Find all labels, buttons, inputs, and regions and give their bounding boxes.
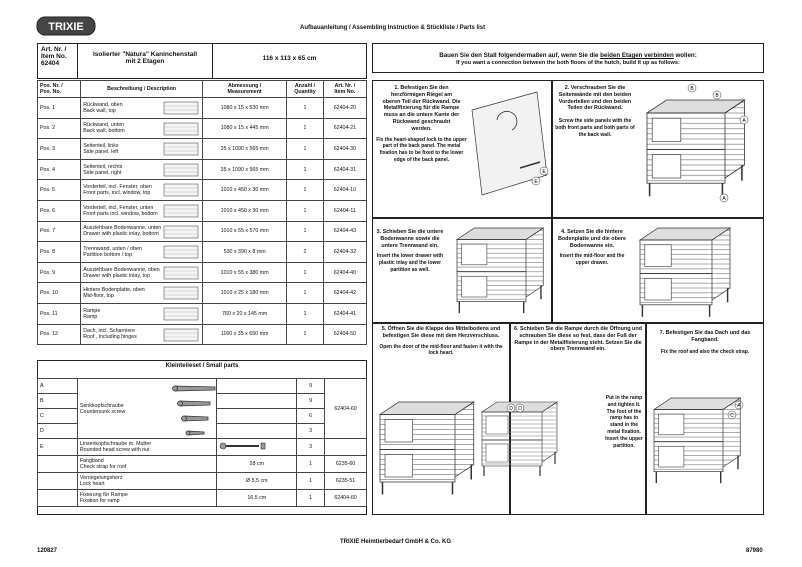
parts-row [38, 98, 367, 119]
sp-letter-c: C [38, 409, 78, 424]
part-art: 62404-40 [323, 262, 366, 283]
parts-row [38, 180, 367, 201]
screw-art: 62404-60 [325, 379, 367, 439]
bolt-icon [219, 441, 269, 451]
step-6-text: 6. Schieben Sie die Rampe durch die Öffnung und schrauben Sie diese so fest, dass der Fuß der Rampe in der Metallfixierung steht. Setzen Sie die obere Trennwand ein. [514, 326, 642, 353]
th-art: Art. Nr. / Item No. [323, 81, 366, 98]
part-desc: Trennwand, unten / oben Partition bottom / top [81, 242, 203, 263]
parts-row [38, 118, 367, 139]
step-5-text: 5. Öffnen Sie die Klappe des Mittelbodens und befestigen Sie diese mit dem Herzverschluss. Open the door of the mid-floor and fasten it with the lock heart. [379, 326, 503, 357]
step-3-illustration [457, 228, 543, 313]
part-qty: 1 [287, 303, 324, 324]
step-1-text: 1. Befestigen Sie den herzförmigen Riegel am oberen Teil der Rückwand. Die Metallfixierung für die Rampe muss an die untere Kante der Rückwand geschraubt werden. Fix the heart-shaped lock to the upper part of the back panel. The metal fixation has to be fixed to the lower edge of the back panel. [376, 85, 467, 163]
page-title: Aufbauanleitung / Assembling Instruction & Stückliste / Parts list [300, 25, 486, 31]
part-thumbnail [162, 224, 200, 240]
part-dim: 35 x 1090 x 565 mm [203, 139, 287, 160]
part-pos: Pos. 4 [38, 159, 81, 180]
part-pos: Pos. 3 [38, 139, 81, 160]
article-nr-label-de: Art. Nr. / [41, 46, 67, 53]
parts-table [37, 80, 367, 345]
part-art: 62404-41 [323, 303, 366, 324]
parts-row [38, 283, 367, 304]
part-dim: 530 x 390 x 8 mm [203, 242, 287, 263]
part-qty: 1 [287, 139, 324, 160]
part-qty: 1 [287, 283, 324, 304]
part-dim: 1010 x 450 x 30 mm [203, 180, 287, 201]
screw-icons [170, 381, 220, 437]
part-art: 62404-30 [323, 139, 366, 160]
parts-row [38, 242, 367, 263]
part-art: 62404-21 [323, 118, 366, 139]
parts-row [38, 324, 367, 345]
intro-de: Bauen Sie den Stall folgendermaßen auf, wenn Sie die beiden Etagen verbinden wollen: [439, 52, 697, 59]
small-parts-title: Kleinteileset / Small parts [165, 363, 239, 369]
part-desc: Seitenteil, links Side panel, left [81, 139, 203, 160]
part-art: 62404-10 [323, 180, 366, 201]
part-thumbnail [162, 244, 200, 260]
part-dim: 1010 x 55 x 380 mm [203, 262, 287, 283]
part-dim: 1010 x 450 x 30 mm [203, 200, 287, 221]
parts-row [38, 159, 367, 180]
brand-name: TRIXIE [48, 21, 84, 33]
part-thumbnail [162, 203, 200, 219]
svg-text:A: A [722, 196, 726, 202]
part-pos: Pos. 5 [38, 180, 81, 201]
svg-text:B: B [690, 86, 694, 92]
part-thumbnail [162, 285, 200, 301]
part-desc: Ausziehbare Bodenwanne, unten Drawer with plastic inlay, bottom [81, 221, 203, 242]
extra-art: 6235-51 [325, 473, 367, 490]
part-thumbnail [162, 100, 200, 116]
part-art: 62404-32 [323, 242, 366, 263]
sp-qty-c: 6 [297, 409, 325, 424]
part-art: 62404-50 [323, 324, 366, 345]
part-dim: 1080 x 15 x 445 mm [203, 118, 287, 139]
step-4-text: 4. Setzen Sie die hintere Bodenplatte und die obere Bodenwanne ein. Insert the mid-floor and the upper drawer. [558, 229, 626, 267]
article-dims: 116 x 113 x 65 cm [262, 55, 317, 62]
trixie-logo [36, 16, 96, 36]
step-2-illustration [647, 100, 745, 196]
part-qty: 2 [287, 242, 324, 263]
part-pos: Pos. 10 [38, 283, 81, 304]
part-qty: 1 [287, 200, 324, 221]
sp-qty-a: 9 [297, 379, 325, 394]
parts-row [38, 262, 367, 283]
part-desc: Rampe Ramp [81, 303, 203, 324]
part-thumbnail [162, 162, 200, 178]
small-part-row [38, 456, 367, 473]
part-dim: 1160 x 35 x 650 mm [203, 324, 287, 345]
step-6-text-en: Put in the ramp and tighten it. The foot of the ramp has to stand in the metal fixation. Insert the upper partition. [605, 395, 643, 449]
sp-qty-d: 3 [297, 424, 325, 439]
screw-desc: Senkkopfschraube Countersunk screw [77, 379, 217, 439]
sp-letter-a: A [38, 379, 78, 394]
article-box [37, 43, 367, 79]
step-4-illustration [640, 228, 730, 317]
step-2-text: 2. Verschrauben Sie die Seitenwände mit den beiden Vorderteilen und den beiden Teilen der Rückwand. Screw the side panels with the both front parts and both parts of the back wall. [555, 85, 635, 138]
article-nr-label-en: Item No. [41, 53, 67, 60]
part-desc: Dach, incl. Scharniere Roof , including hinges [81, 324, 203, 345]
article-name-1: Isolierter "Natura" Kaninchenstall [92, 51, 198, 58]
part-desc: Rückwand, unten Back wall, bottom [81, 118, 203, 139]
parts-row [38, 221, 367, 242]
part-art: 62404-42 [323, 283, 366, 304]
extra-qty: 1 [297, 473, 325, 490]
extra-qty: 1 [297, 490, 325, 507]
sp-letter-d: D [38, 424, 78, 439]
part-qty: 1 [287, 221, 324, 242]
extra-dim: 16,5 cm [217, 490, 297, 507]
part-dim: 1080 x 15 x 530 mm [203, 98, 287, 119]
extra-desc: Fangband Check strap for roof [77, 456, 217, 473]
part-qty: 1 [287, 324, 324, 345]
part-qty: 1 [287, 98, 324, 119]
part-desc: Hintere Bodenplatte, oben Mid-floor, top [81, 283, 203, 304]
svg-text:E: E [534, 179, 538, 185]
part-thumbnail [162, 327, 200, 343]
part-desc: Rückwand, oben Back wall, top [81, 98, 203, 119]
part-art: 62404-31 [323, 159, 366, 180]
part-thumbnail [162, 182, 200, 198]
extra-dim: Ø 5,5 cm [217, 473, 297, 490]
th-desc: Beschreibung / Description [81, 81, 203, 98]
th-qty: Anzahl / Quantity [287, 81, 324, 98]
extra-art: 6235-60 [325, 456, 367, 473]
th-dim: Abmessung / Measurement [203, 81, 287, 98]
intro-en: If you want a connection between the both floors of the hutch, build it up as follows: [456, 60, 680, 66]
svg-text:B: B [715, 93, 719, 99]
step-5-illustration [380, 402, 474, 495]
part-qty: 1 [287, 262, 324, 283]
part-desc: Ausziehbare Bodenwanne, oben Drawer with plastic inlay, top [81, 262, 203, 283]
part-pos: Pos. 8 [38, 242, 81, 263]
part-desc: Seitenteil, rechts Side panel, right [81, 159, 203, 180]
sp-letter-b: B [38, 394, 78, 409]
footer-left: 120827 [37, 548, 58, 554]
small-part-row [38, 473, 367, 490]
extra-qty: 1 [297, 456, 325, 473]
part-qty: 1 [287, 118, 324, 139]
svg-text:A: A [742, 118, 746, 124]
part-art: 62404-20 [323, 98, 366, 119]
extra-desc: Fixierung für Rampe Fixation for ramp [77, 490, 217, 507]
part-pos: Pos. 12 [38, 324, 81, 345]
article-nr-value: 62404 [41, 60, 60, 67]
part-qty: 1 [287, 159, 324, 180]
svg-text:E: E [542, 169, 546, 175]
part-pos: Pos. 7 [38, 221, 81, 242]
parts-row [38, 139, 367, 160]
step-1-illustration [472, 92, 548, 195]
part-pos: Pos. 11 [38, 303, 81, 324]
part-desc: Vorderteil, incl. Fenster, oben Front parts, incl. window, top [81, 180, 203, 201]
part-desc: Vorderteil, incl. Fenster, unten Front parts incl. window, bottom [81, 200, 203, 221]
step-7-text: 7. Befestigen Sie das Dach und das Fangband. Fix the roof and also the check strap. [659, 330, 751, 355]
th-pos: Pos. Nr. / Pos. No. [38, 81, 81, 98]
article-name-2: mit 2 Etagen [125, 58, 165, 65]
extra-dim: 28 cm [217, 456, 297, 473]
part-thumbnail [162, 141, 200, 157]
parts-row [38, 303, 367, 324]
step-7-illustration [654, 398, 740, 483]
step-3-text: 3. Schieben Sie die untere Bodenwanne sowie die untere Trennwand ein. Insert the lower drawer with plastic inlay and the lower partition as well. [376, 229, 444, 273]
part-thumbnail [162, 121, 200, 137]
extra-desc: Verriegelungsherz Lock heart [77, 473, 217, 490]
sp-letter-e: E [38, 439, 78, 456]
part-pos: Pos. 6 [38, 200, 81, 221]
part-pos: Pos. 1 [38, 98, 81, 119]
extra-art: 62404-60 [325, 490, 367, 507]
part-pos: Pos. 2 [38, 118, 81, 139]
sp-e-desc: Linsenkopfschraube m. Mutter Rounded head screw with nut [77, 439, 217, 456]
small-parts-table [37, 378, 367, 507]
svg-text:D: D [509, 406, 513, 412]
sp-qty-e: 3 [297, 439, 325, 456]
parts-row [38, 200, 367, 221]
small-part-row [38, 490, 367, 507]
part-dim: 35 x 1090 x 565 mm [203, 159, 287, 180]
part-thumbnail [162, 306, 200, 322]
part-pos: Pos. 9 [38, 262, 81, 283]
sp-qty-b: 9 [297, 394, 325, 409]
svg-text:D: D [518, 406, 522, 412]
assembly-illustrations [372, 80, 764, 515]
part-qty: 1 [287, 180, 324, 201]
footer-center: TRIXIE Heimtierbedarf GmbH & Co. KG [340, 539, 452, 545]
part-art: 62404-11 [323, 200, 366, 221]
part-thumbnail [162, 265, 200, 281]
part-dim: 1010 x 25 x 180 mm [203, 283, 287, 304]
footer-right: 87980 [746, 548, 763, 554]
step-6-illustration [482, 402, 557, 476]
part-dim: 1010 x 55 x 570 mm [203, 221, 287, 242]
part-dim: 760 x 20 x 145 mm [203, 303, 287, 324]
part-art: 62404-43 [323, 221, 366, 242]
